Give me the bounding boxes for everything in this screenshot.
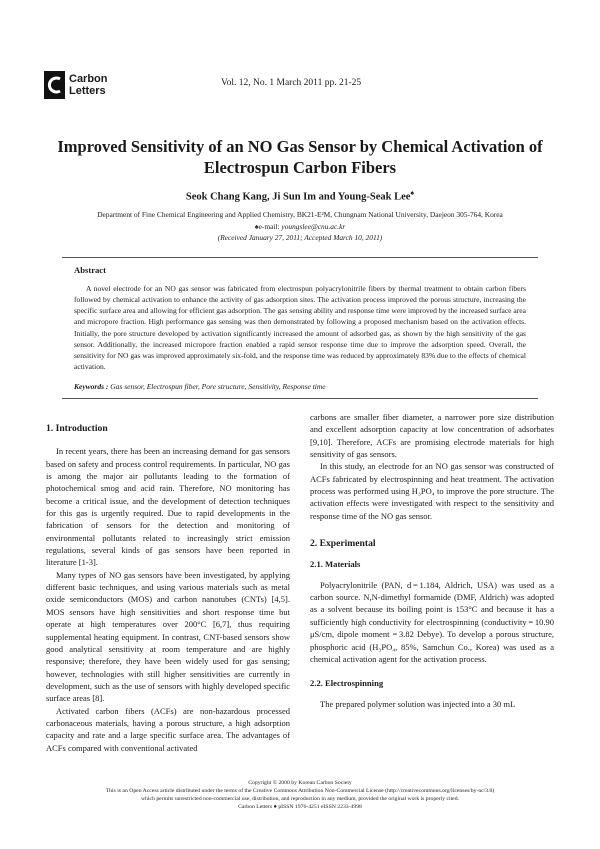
- journal-name: [69, 73, 108, 97]
- logo-c-glyph: [47, 74, 63, 96]
- keywords-label: Keywords :: [74, 382, 111, 391]
- issn: Carbon Letters ● pISSN 1976-4251 eISSN 2233-4998: [238, 804, 362, 810]
- paper-title: [40, 136, 560, 178]
- subsection-heading-materials: 2.1. Materials: [310, 559, 361, 570]
- email-label: ♠e-mail:: [254, 221, 282, 231]
- journal-name-line1: Carbon: [69, 73, 108, 85]
- keywords: [74, 382, 326, 391]
- section-heading-introduction: 1. Introduction: [46, 423, 108, 434]
- section-heading-experimental: 2. Experimental: [310, 538, 376, 550]
- electrospinning-paragraph: The prepared polymer solution was injected into a 30 mL: [320, 698, 516, 709]
- intro-paragraph-1: In recent years, there has been an increasing demand for gas sensors based on safety and process control requirements. In particular, NO gas is among the major air pollutants leading to the formation of photochemical smog and acid rain. Therefore, NO monitoring has become a critical issue, and the development of detection techniques for this gas is urgently required. Due to rapid developments in the fabrication of sensors for the detection and monitoring of environmental pollutants related to increasingly strict emission regulations, several kinds of gas sensors have been reported in literature [1-3].: [46, 446, 290, 568]
- page-footer: [30, 779, 570, 811]
- journal-logo: [44, 71, 108, 99]
- title-line1: Improved Sensitivity of an NO Gas Sensor by Chemical Activation of: [57, 137, 543, 156]
- left-column: [46, 423, 290, 754]
- carbon-letters-logo-icon: [44, 71, 65, 99]
- volume-info: Vol. 12, No. 1 March 2011 pp. 21-25: [221, 78, 362, 88]
- keywords-value: Gas sensor, Electrospun fiber, Pore structure, Sensitivity, Response time: [110, 382, 326, 391]
- subsection-heading-electrospinning: 2.2. Electrospinning: [310, 678, 384, 689]
- intro-paragraph-2: Many types of NO gas sensors have been investigated, by applying different basic techniques, and using various materials such as metal oxide semiconductors (MOS) and carbon nanotubes (CNTs) [4,5]. MOS sensors have high sensitivities and short response time but operate at high temperatures over 200°C [6,7], thus requiring supplemental heating equipment. In contrast, CNT-based sensors show good analytical sensitivity at room temperature and are highly responsive; therefore, they have been widely used for gas sensing; however, technologies with still higher sensitivities are currently in development, such as the use of sensors with highly developed specific surface areas [8].: [46, 569, 290, 704]
- abstract-box: [62, 257, 538, 399]
- email-line: [40, 221, 560, 233]
- license-line-2: which permits unrestricted non-commercial use, distribution, and reproduction in any medium, provided the original work is properly cited.: [141, 796, 459, 802]
- intro-paragraph-3-continued: carbons are smaller fiber diameter, a narrower pore size distribution and excellent adsorption capacity at low concentration of adsorbates [9,10]. Therefore, ACFs are promising electrode materials for high sensitivity of gas sensors.: [310, 412, 554, 460]
- right-column: [310, 411, 554, 710]
- title-line2: Electrospun Carbon Fibers: [203, 158, 397, 177]
- affiliation: Department of Fine Chemical Engineering and Applied Chemistry, BK21-E²M, Chungnam National University, Daejeon 305-764, Korea: [97, 210, 503, 219]
- abstract-text: A novel electrode for an NO gas sensor was fabricated from electrospun polyacrylonitrile fibers by thermal treatment to obtain carbon fibers followed by chemical activation to enhance the activity of gas adsorption sites. The activation process improved the porous structure, increasing the specific surface area and allowing for efficient gas adsorption. The gas sensing ability and response time were improved by the increased surface area and micropore fraction. High performance gas sensing was then demonstrated by following a proposed mechanism based on the activation effects. Initially, the pore structure developed by activation significantly increased the amount of adsorbed gas, as shown by the high sensitivity of the gas sensor. Additionally, the increased micropore fraction enabled a rapid sensor response time due to improve the adsorption speed. Overall, the sensitivity for NO gas was improved approximately six-fold, and the response time was reduced by approximately 83% due to the effects of chemical activation.: [74, 284, 526, 372]
- license-line-1: This is an Open Access article distributed under the terms of the Creative Commons Attribution Non-Commercial License (http://creativecommons.org/licenses/by-nc/3.0): [105, 788, 495, 794]
- materials-paragraph: Polyacrylonitrile (PAN, d = 1.184, Aldrich, USA) was used as a carbon source. N,N-dimethyl formamide (DMF, Aldrich) was adopted as a solvent because its boiling point is 153°C and because it has a sufficiently high conductivity for electrospinning (conductivity = 10.90 μS/cm, dipole moment = 3.82 Debye). To develop a porous structure, phosphoric acid (H₃PO₄, 85%, Samchun Co., Korea) was used as a chemical activation agent for the activation process.: [310, 579, 554, 664]
- affiliation-block: [40, 209, 560, 244]
- corresponding-author-mark: ♠: [410, 189, 415, 197]
- authors: [40, 189, 560, 203]
- journal-name-line2: Letters: [69, 85, 106, 97]
- intro-paragraph-4: In this study, an electrode for an NO gas sensor was constructed of ACFs fabricated by electrospinning and heat treatment. The activation process was performed using H₃PO₄ to improve the pore structure. The activation effects were investigated with respect to the sensitivity and response time of the NO gas sensor.: [310, 461, 554, 521]
- received-dates: (Received January 27, 2011; Accepted March 10, 2011): [217, 233, 383, 243]
- abstract-heading: Abstract: [74, 265, 106, 275]
- copyright: Copyright © 2000 by Korean Carbon Society: [248, 780, 352, 786]
- intro-paragraph-3: Activated carbon fibers (ACFs) are non-hazardous processed carbonaceous materials, having a porous structure, a high adsorption capacity and rate and a large specific surface area. The advantages of ACFs compared with conventional activated: [46, 705, 290, 753]
- email-address: youngslee@cnu.ac.kr: [281, 221, 346, 231]
- author-names: Seok Chang Kang, Ji Sun Im and Young-Seak Lee: [185, 191, 411, 203]
